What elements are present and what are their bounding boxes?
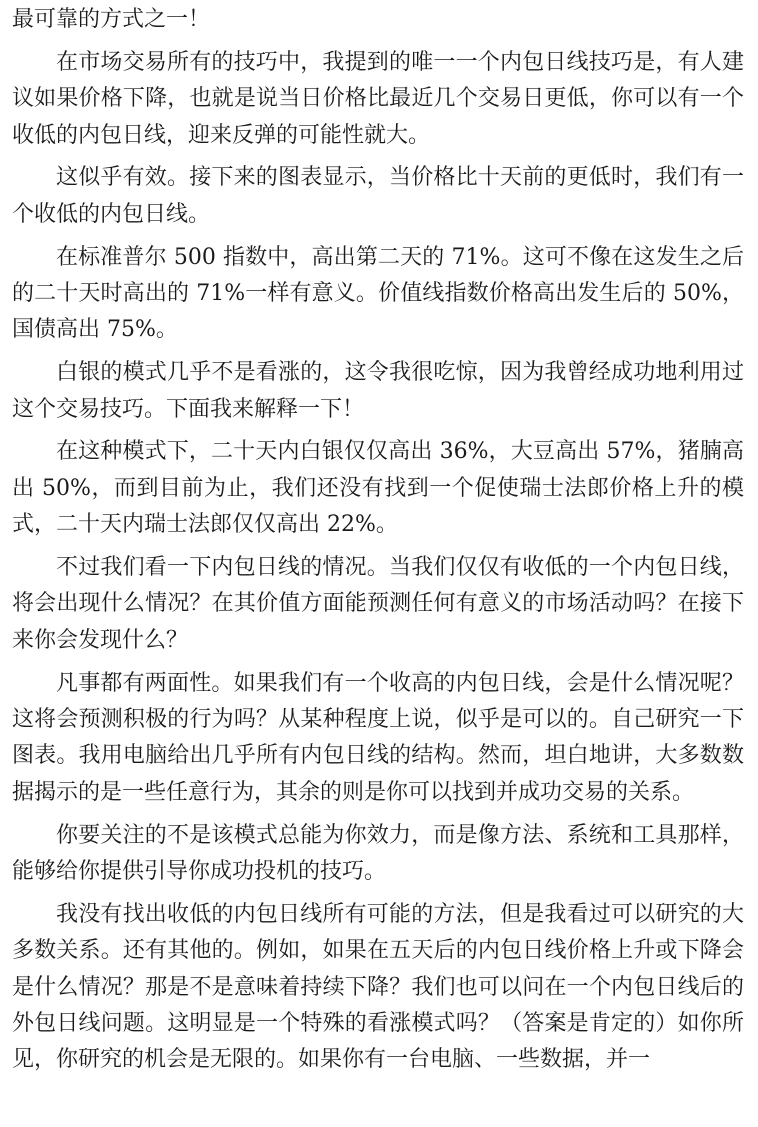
paragraph-5: 白银的模式几乎不是看涨的，这令我很吃惊，因为我曾经成功地利用过这个交易技巧。下面我来解释一下！ <box>12 360 744 422</box>
paragraph-7: 不过我们看一下内包日线的情况。当我们仅仅有收低的一个内包日线，将会出现什么情况？在其价值方面能预测任何有意义的市场活动吗？在接下来你会发现什么？ <box>12 555 744 653</box>
paragraph-1: 最可靠的方式之一！ <box>12 7 211 32</box>
paragraph-3: 这似乎有效。接下来的图表显示，当价格比十天前的更低时，我们有一个收低的内包日线。 <box>12 165 744 227</box>
paragraph-8: 凡事都有两面性。如果我们有一个收高的内包日线，会是什么情况呢？这将会预测积极的行为吗？从某种程度上说，似乎是可以的。自己研究一下图表。我用电脑给出几乎所有内包日线的结构。然而，坦白地讲，大多数数据揭示的是一些任意行为，其余的则是你可以找到并成功交易的关系。 <box>12 670 744 805</box>
paragraph-2: 在市场交易所有的技巧中，我提到的唯一一个内包日线技巧是，有人建议如果价格下降，也就是说当日价格比最近几个交易日更低，你可以有一个收低的内包日线，迎来反弹的可能性就大。 <box>12 49 744 148</box>
paragraph-6: 在这种模式下，二十天内白银仅仅高出 36%，大豆高出 57%，猪腩高出 50%，而到目前为止，我们还没有找到一个促使瑞士法郎价格上升的模式，二十天内瑞士法郎仅仅高出 22%。 <box>12 439 744 538</box>
paragraph-4: 在标准普尔 500 指数中，高出第二天的 71%。这可不像在这发生之后的二十天时高出的 71%一样有意义。价值线指数价格高出发生后的 50%，国债高出 75%。 <box>12 244 744 343</box>
paragraph-10: 我没有找出收低的内包日线所有可能的方法，但是我看过可以研究的大多数关系。还有其他的。例如，如果在五天后的内包日线价格上升或下降会是什么情况？那是不是意味着持续下降？我们也可以问在一个内包日线后的外包日线问题。这明显是一个特殊的看涨模式吗？（答案是肯定的）如你所见，你研究的机会是无限的。如果你有一台电脑、一些数据，并一 <box>12 901 744 1073</box>
paragraph-9: 你要关注的不是该模式总能为你效力，而是像方法、系统和工具那样，能够给你提供引导你成功投机的技巧。 <box>12 822 744 885</box>
